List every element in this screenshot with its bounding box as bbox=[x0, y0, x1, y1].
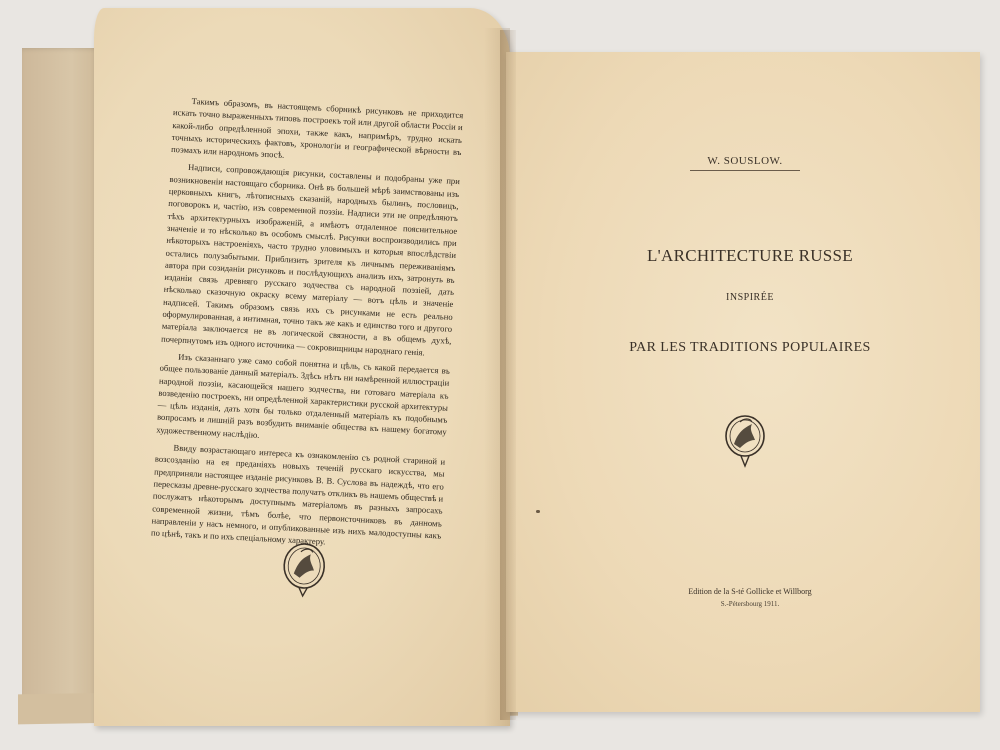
book-title: L'ARCHITECTURE RUSSE bbox=[647, 246, 853, 265]
printer-emblem-icon bbox=[278, 539, 329, 601]
author-name: W. SOUSLOW. bbox=[690, 155, 800, 171]
book-gutter bbox=[500, 30, 516, 720]
right-page bbox=[506, 52, 980, 712]
publisher-line: Edition de la S-té Gollicke et Willborg bbox=[688, 587, 812, 596]
place-year-line: S.-Pétersbourg 1911. bbox=[720, 600, 780, 608]
publisher-emblem-icon bbox=[722, 412, 768, 470]
page-speck bbox=[536, 510, 540, 513]
paragraph-3: Изъ сказаннаго уже само собой понятна и цѣль, съ какой передается въ общее пользованіе данный матеріалъ. Здѣсь нѣтъ ни намѣренной иллюстраціи народной поэзіи, касающейся нашего зодчества, ни готоваго матеріала къ возведенію построекъ, ни опредѣленной характеристики русской архитектуры — цѣль изданія, дать хотя бы только отдаленный матеріалъ къ подобнымъ вопросамъ и лишній разъ возбудить вниманіе общества къ нашему богатому художественному наслѣдію. bbox=[156, 351, 451, 440]
book-subtitle-2: PAR LES TRADITIONS POPULAIRES bbox=[629, 340, 871, 355]
book-subtitle: INSPIRÉE bbox=[726, 292, 774, 303]
paragraph-1: Такимъ образомъ, въ настоящемъ сборникѣ рисунковъ не приходится искать точно выраженныхъ типовъ построекъ той или другой области Россіи и какой-либо опредѣленной эпохи, также какъ, напримѣръ, трудно искать точныхъ историческихъ фактовъ, хронологіи и географической вѣрности въ поэмахъ или народномъ эпосѣ. bbox=[170, 95, 464, 161]
paragraph-2: Надписи, сопровождающія рисунки, составлены и подобраны уже при возникновеніи настоящаго сборника. Онѣ въ большей мѣрѣ заимствованы изъ церковныхъ книгъ, лѣтописныхъ сказаній, народныхъ былинъ, пословицъ, поговорокъ и, частію, изъ современной поэзіи. Надписи эти не опредѣляютъ тѣхъ архитектурныхъ изображеній, а имѣютъ отдаленное пояснительное значеніе и то нѣсколько въ особомъ смыслѣ. Рисунки воспроизводились при нѣкоторыхъ настроеніяхъ, часто трудно уловимыхъ и которыя впослѣдствіи остались полузабытыми. Приблизить зрителя къ личнымъ переживаніямъ автора при созиданіи рисунковъ и послѣдующихъ анализъ ихъ, затронуть въ изданіи связь древняго русскаго зодчества съ народной поэзіей, дать нѣсколько сказочную окраску всему матеріалу — вотъ цѣль и значеніе надписей. Такимъ образомъ связь ихъ съ рисунками не есть реально оформулированная, а интимная, точно такъ же какъ и единство того и другого матеріала заключается не въ логической связности, а въ общемъ духѣ, почерпнутомъ изъ одного источника — сокровищницы народнаго генія. bbox=[160, 162, 461, 358]
paragraph-4: Ввиду возрастающаго интереса къ ознакомленію съ родной стариной и возсозданію на ея преданіяхъ новыхъ теченій русскаго искусства, мы предприняли настоящее изданіе рисунковъ В. В. Суслова въ надеждѣ, что его пересказы древне-русскаго зодчества получатъ откликъ въ нашемъ обществѣ и послужатъ нѣкоторымъ доступнымъ матеріаломъ въ разныхъ запросахъ современной жизни, тѣмъ болѣе, что первоисточниковъ въ данномъ направленіи у насъ немного, и опубликованные изъ нихъ малодоступны какъ по цѣнѣ, такъ и по ихъ спеціальному характеру. bbox=[150, 442, 446, 547]
left-page-text bbox=[150, 94, 463, 559]
